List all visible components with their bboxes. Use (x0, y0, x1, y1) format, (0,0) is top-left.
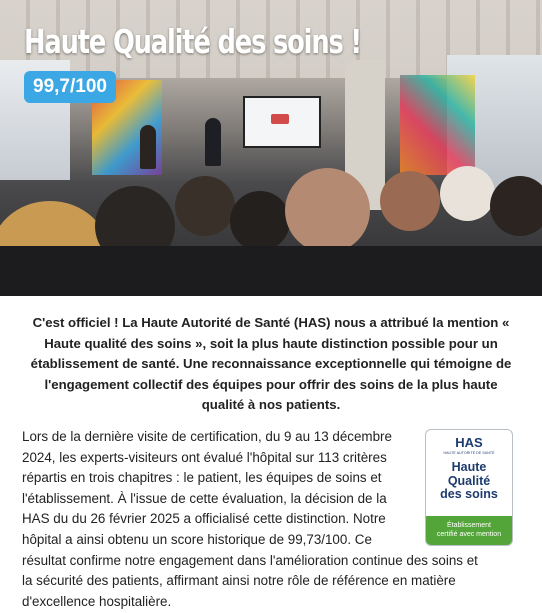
body-line: d'excellence hospitalière. (22, 593, 172, 609)
has-label-line: des soins (440, 487, 498, 501)
has-footer-line: certifié avec mention (436, 531, 502, 538)
has-label-line: Qualité (447, 473, 491, 488)
audience (0, 146, 542, 296)
body-line: résultat confirme notre engagement dans l'amélioration continue des soins et (22, 552, 478, 568)
projection-screen (243, 96, 321, 148)
body-line: Lors de la dernière visite de certification, du 9 au 13 décembre (22, 429, 392, 444)
hero-photo (0, 0, 542, 296)
screen-content (271, 114, 289, 124)
has-footer-line: Établissement (447, 522, 491, 529)
has-footer-band (426, 516, 512, 545)
page-title: Haute Qualité des soins ! (24, 22, 361, 61)
body-line: répartis en trois chapitres : le patient, les équipes de soins et (22, 470, 382, 486)
body-line: 2024, les experts-visiteurs ont évalué l'hôpital sur 113 critères (22, 449, 387, 465)
body-line: HAS du du 26 février 2025 a officialisé cette distinction. Notre (22, 511, 386, 527)
body-line: l'établissement. À l'issue de cette évaluation, la décision de la (22, 490, 387, 506)
intro-paragraph: C'est officiel ! La Haute Autorité de Santé (HAS) nous a attribué la mention « Haute qualité des soins », soit la plus haute distinction possible pour un établissement de santé. Une reconnaissance exceptionnelle qui témoigne de l'engagement collectif des équipes pour offrir des soins de la plus haute qualité à nos patients. (30, 315, 512, 412)
has-label-line: Haute (451, 460, 487, 474)
score-badge: 99,7/100 (24, 71, 116, 103)
body-line: la sécurité des patients, affirmant ainsi notre rôle de référence en matière (22, 573, 456, 589)
has-certification-logo (425, 429, 513, 546)
has-label (426, 461, 512, 502)
has-subtitle: HAUTE AUTORITÉ DE SANTÉ (443, 451, 495, 455)
has-wordmark: HAS (455, 435, 483, 450)
body-line: hôpital a ainsi obtenu un score historique de 99,73/100. Ce (22, 531, 372, 547)
